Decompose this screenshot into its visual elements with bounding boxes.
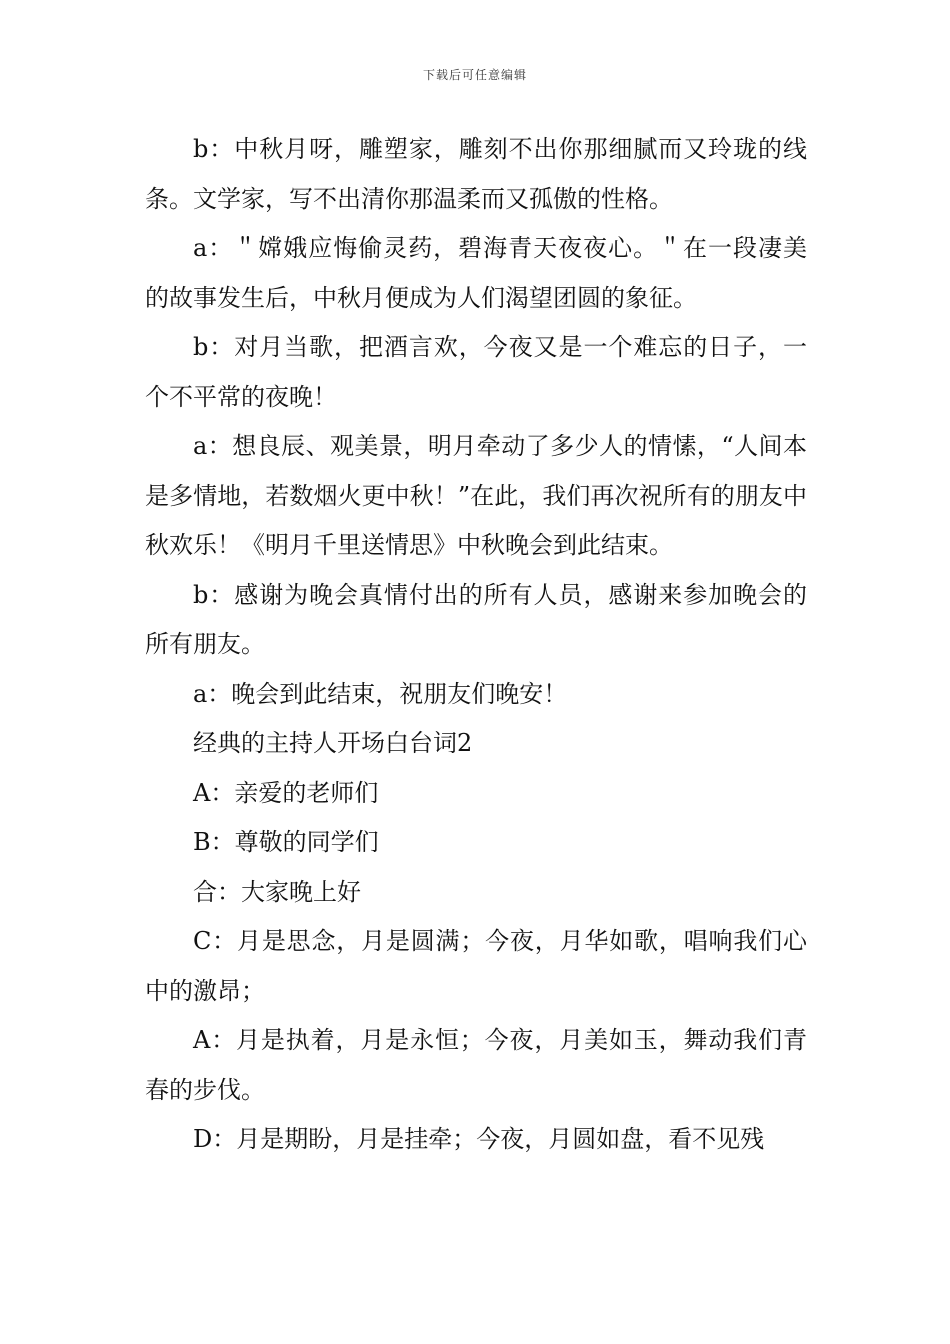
paragraph-a-2: a：想良辰、观美景，明月牵动了多少人的情愫，“人间本是多情地，若数烟火更中秋！”在此，我们再次祝所有的朋友中秋欢乐！《明月千里送情思》中秋晚会到此结束。: [145, 432, 807, 559]
paragraph-together: 合：大家晚上好: [193, 877, 361, 906]
paragraph-A-2: A：月是执着，月是永恒；今夜，月美如玉，舞动我们青春的步伐。: [145, 1026, 807, 1104]
page-header: 下载后可任意编辑: [422, 68, 527, 82]
document-body: [145, 125, 807, 1165]
paragraph-C-1: C：月是思念，月是圆满；今夜，月华如歌，唱响我们心中的激昂；: [145, 927, 807, 1005]
paragraph-a-1: a：＂嫦娥应悔偷灵药，碧海青天夜夜心。＂在一段凄美的故事发生后，中秋月便成为人们渴望团圆的象征。: [145, 234, 807, 312]
paragraph-D-1: D：月是期盼，月是挂牵；今夜，月圆如盘，看不见残: [193, 1125, 765, 1153]
paragraph-b-3: b：感谢为晚会真情付出的所有人员，感谢来参加晚会的所有朋友。: [145, 580, 807, 658]
paragraph-B-1: B：尊敬的同学们: [193, 828, 379, 856]
section-heading: 经典的主持人开场白台词2: [193, 729, 473, 757]
paragraph-a-3: a：晚会到此结束，祝朋友们晚安！: [193, 679, 568, 708]
paragraph-b-2: b：对月当歌，把酒言欢，今夜又是一个难忘的日子，一个不平常的夜晚！: [145, 333, 807, 411]
paragraph-A-1: A：亲爱的老师们: [193, 778, 379, 807]
paragraph-b-1: b：中秋月呀，雕塑家，雕刻不出你那细腻而又玲珑的线条。文学家，写不出清你那温柔而又孤傲的性格。: [145, 135, 807, 213]
